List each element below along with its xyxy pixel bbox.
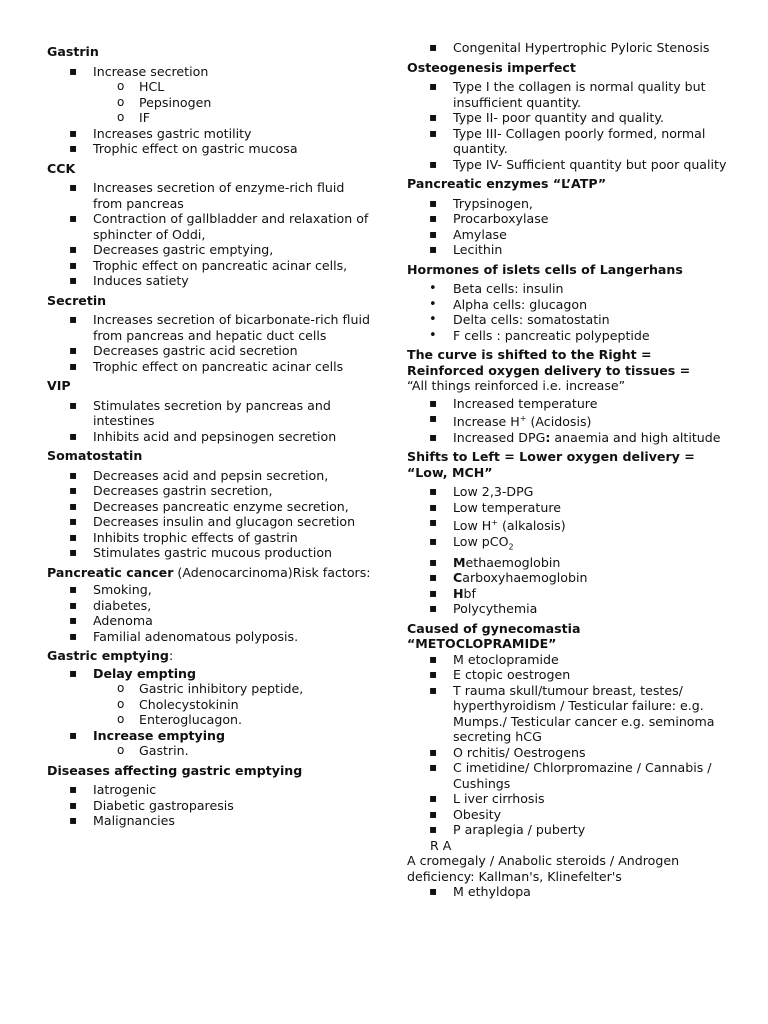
list-item: ▪ Procarboxylase (407, 211, 727, 227)
list-item: ▪ Type III- Collagen poorly formed, normal quantity. (407, 126, 727, 157)
bold-span: : (545, 429, 551, 445)
list-item: ▪ Trophic effect on pancreatic acinar cells (47, 359, 377, 375)
list-item: ▪ Type IV- Sufficient quantity but poor quality (407, 157, 727, 173)
sub-list-item: o Gastric inhibitory peptide, (47, 681, 377, 697)
islets-list (407, 281, 727, 343)
bold-span: H (453, 585, 464, 601)
acromegaly-line: A cromegaly / Anabolic steroids / Androgen deficiency: Kallman's, Klinefelter's (407, 853, 680, 884)
list-item: ▪ Stimulates secretion by pancreas and intestines (47, 398, 377, 429)
secretin-list (47, 312, 377, 374)
list-item: ▪ Low temperature (407, 500, 727, 516)
text-span: bf (463, 585, 476, 601)
sub-list-item: o Pepsinogen (47, 95, 377, 111)
text-span: Increased DPG (453, 429, 546, 445)
ra-line: R A (430, 837, 452, 853)
list-item: ▪ Amylase (407, 227, 727, 243)
osteogenesis-list (407, 79, 727, 172)
list-item: ▪ Decreases gastrin secretion, (47, 483, 377, 499)
continued-list (407, 40, 727, 56)
bold-span: C (453, 570, 463, 586)
gynecomastia-list-end (407, 884, 727, 900)
list-item: ▪ Malignancies (47, 813, 377, 829)
list-item: ▪ O rchitis/ Oestrogens (407, 745, 727, 761)
cck-heading: CCK (47, 160, 76, 176)
pancreatic-cancer-subtitle: (Adenocarcinoma)Risk factors: (173, 564, 371, 580)
list-item: ▪ Increases secretion of enzyme-rich fluid from pancreas (47, 180, 377, 211)
sub-list-item: o HCL (47, 79, 377, 95)
secretin-heading: Secretin (47, 292, 107, 308)
delay-emptying-item: ▪ Delay empting (47, 666, 377, 682)
list-item: ▪ Increase secretion (47, 64, 377, 80)
vip-heading: VIP (47, 378, 71, 393)
list-item: ▪ Trophic effect on pancreatic acinar cells, (47, 258, 377, 274)
list-item: • Alpha cells: glucagon (407, 297, 727, 313)
right-column (407, 40, 727, 904)
right-shift-list (407, 396, 727, 446)
list-item: ▪ P araplegia / puberty (407, 822, 727, 838)
list-item: ▪ Trophic effect on gastric mucosa (47, 141, 377, 157)
list-item (407, 430, 727, 446)
superscript: + (491, 518, 498, 528)
list-item: ▪ Polycythemia (407, 601, 727, 617)
list-item: ▪ Smoking, (47, 582, 377, 598)
gastric-emptying-heading (47, 648, 377, 664)
list-item: ▪ Decreases insulin and glucagon secretion (47, 514, 377, 530)
list-item: ▪ E ctopic oestrogen (407, 667, 727, 683)
list-item: ▪ Adenoma (47, 613, 377, 629)
increase-emptying-item: ▪ Increase emptying (47, 728, 377, 744)
text-span: (alkalosis) (497, 518, 566, 534)
text-span: anaemia and high altitude (550, 429, 721, 445)
list-item: ▪ M ethyldopa (407, 884, 727, 900)
list-item: ▪ C imetidine/ Chlorpromazine / Cannabis / Cushings (407, 760, 727, 791)
list-item: ▪ T rauma skull/tumour breast, testes/ hyperthyroidism / Testicular failure: e.g. Mumps./ Testicular cancer e.g. seminoma secreting hCG (407, 683, 727, 745)
list-item: ▪ Decreases pancreatic enzyme secretion, (47, 499, 377, 515)
list-item (407, 586, 727, 602)
list-item: ▪ Lecithin (407, 242, 727, 258)
text-span: arboxyhaemoglobin (462, 570, 588, 586)
gastric-emptying-list (47, 666, 377, 759)
list-item: • Beta cells: insulin (407, 281, 727, 297)
list-item: ▪ Obesity (407, 807, 727, 823)
list-item: • F cells : pancreatic polypeptide (407, 328, 727, 344)
pancreatic-cancer-title: Pancreatic cancer (47, 564, 174, 580)
superscript: + (519, 414, 527, 423)
sub-list-item: o Cholecystokinin (47, 697, 377, 713)
left-shift-heading: Shifts to Left = Lower oxygen delivery = “Low, MCH” (407, 449, 695, 480)
list-item (407, 555, 727, 571)
somatostatin-heading: Somatostatin (47, 448, 143, 463)
text-span: (Acidosis) (526, 414, 592, 430)
list-item: ▪ Familial adenomatous polyposis. (47, 629, 377, 645)
list-item: ▪ Diabetic gastroparesis (47, 798, 377, 814)
list-item (407, 570, 727, 586)
text-span: Increase H (453, 414, 520, 430)
sub-list-item: o Gastrin. (47, 743, 377, 759)
list-item: ▪ Iatrogenic (47, 782, 377, 798)
subscript: 2 (508, 542, 514, 552)
sub-list-item: o IF (47, 110, 377, 126)
list-item: ▪ Inhibits trophic effects of gastrin (47, 530, 377, 546)
gastrin-heading: Gastrin (47, 44, 99, 59)
list-item (407, 534, 727, 555)
pancreatic-cancer-heading (47, 565, 377, 581)
text-span: Low H (453, 518, 492, 534)
right-shift-heading: The curve is shifted to the Right = Reinforced oxygen delivery to tissues = (407, 347, 691, 378)
bold-span: M (453, 554, 466, 570)
list-item: ▪ Decreases acid and pepsin secretion, (47, 468, 377, 484)
right-shift-quote: “All things reinforced i.e. increase” (407, 378, 626, 393)
sub-list-item: o Enteroglucagon. (47, 712, 377, 728)
list-item: ▪ Increases secretion of bicarbonate-rich fluid from pancreas and hepatic duct cells (47, 312, 377, 343)
list-item: ▪ Contraction of gallbladder and relaxation of sphincter of Oddi, (47, 211, 377, 242)
list-item: ▪ Increased temperature (407, 396, 727, 412)
somatostatin-list (47, 468, 377, 561)
list-item: ▪ Inhibits acid and pepsinogen secretion (47, 429, 377, 445)
left-shift-list (407, 484, 727, 617)
list-item (407, 411, 727, 430)
diseases-heading: Diseases affecting gastric emptying (47, 762, 303, 778)
list-item: • Delta cells: somatostatin (407, 312, 727, 328)
gynecomastia-heading: Caused of gynecomastia “METOCLOPRAMIDE” (407, 620, 581, 652)
list-item: ▪ Type II- poor quantity and quality. (407, 110, 727, 126)
gastrin-list (47, 64, 377, 157)
text-span: Low pCO (453, 533, 509, 549)
osteogenesis-heading: Osteogenesis imperfect (407, 59, 576, 75)
list-item: ▪ L iver cirrhosis (407, 791, 727, 807)
islets-heading: Hormones of islets cells of Langerhans (407, 261, 683, 277)
vip-list (47, 398, 377, 445)
gastric-emptying-title: Gastric emptying (47, 648, 169, 663)
list-item: ▪ Induces satiety (47, 273, 377, 289)
gynecomastia-list (407, 652, 727, 838)
list-item: ▪ Low 2,3-DPG (407, 484, 727, 500)
list-item: ▪ M etoclopramide (407, 652, 727, 668)
list-item: ▪ diabetes, (47, 598, 377, 614)
pancreatic-enzymes-heading: Pancreatic enzymes “L’ATP” (407, 176, 607, 191)
list-item: ▪ Congenital Hypertrophic Pyloric Stenosis (407, 40, 727, 56)
list-item: ▪ Decreases gastric acid secretion (47, 343, 377, 359)
list-item (407, 515, 727, 534)
pancreatic-cancer-list (47, 582, 377, 644)
cck-list (47, 180, 377, 289)
list-item: ▪ Increases gastric motility (47, 126, 377, 142)
list-item: ▪ Decreases gastric emptying, (47, 242, 377, 258)
list-item: ▪ Stimulates gastric mucous production (47, 545, 377, 561)
gastric-emptying-colon: : (168, 648, 174, 663)
left-column (47, 40, 377, 833)
diseases-list (47, 782, 377, 829)
list-item: ▪ Type I the collagen is normal quality but insufficient quantity. (407, 79, 727, 110)
pancreatic-enzymes-list (407, 196, 727, 258)
list-item: ▪ Trypsinogen, (407, 196, 727, 212)
text-span: ethaemoglobin (465, 554, 561, 570)
